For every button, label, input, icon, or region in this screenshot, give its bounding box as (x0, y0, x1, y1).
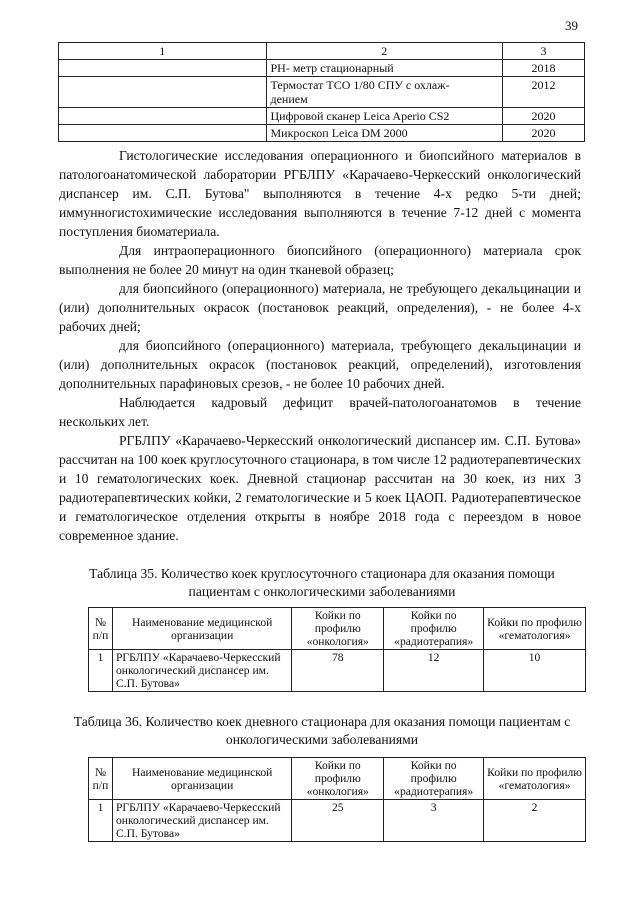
column-header: 1 (59, 43, 267, 60)
table-cell (59, 108, 267, 125)
table-cell (59, 60, 267, 77)
table-row (59, 125, 585, 142)
column-header: 2 (266, 43, 503, 60)
column-header: Койки по профилю «радиотерапия» (384, 758, 484, 800)
table-35-caption: Таблица 35. Количество коек круглосуточного стационара для оказания помощи пациентам с онкологическими заболеваниями (89, 566, 555, 599)
column-header: № п/п (89, 608, 113, 650)
paragraph: Для интраоперационного биопсийного (операционного) материала срок выполнения не более 20 минут на один тканевой образец; (59, 243, 581, 277)
page-number: 39 (565, 18, 578, 33)
table-row (59, 60, 585, 77)
table-35 (88, 607, 586, 692)
table-cell: Термостат ТСО 1/80 СПУ с охлаж- дением (266, 77, 503, 108)
paragraph: РГБЛПУ «Карачаево-Черкесский онкологический диспансер им. С.П. Бутова» рассчитан на 100 коек круглосуточного стационара, в том числе 12 радиотерапевтических и 10 гематологических коек. Дневной стационар рассчитан на 30 коек, из них 3 радиотерапевтических койки, 2 гематологические и 5 коек ЦАОП. Радиотерапевтическое и гематологическое отделения открыты в ноябре 2018 года с переездом в новое современное здание. (59, 433, 581, 543)
paragraph: для биопсийного (операционного) материала, не требующего декальцинации и (или) дополнительных окрасок (постановок реакций, определения), - не более 4-х рабочих дней; (59, 281, 581, 334)
column-header: Койки по профилю «гематология» (484, 608, 586, 650)
paragraph: Наблюдается кадровый дефицит врачей-патологоанатомов в течение нескольких лет. (59, 395, 581, 429)
table-cell (59, 125, 267, 142)
table-header-row (89, 758, 586, 800)
table-cell: 2012 (503, 77, 585, 108)
table-cell: 25 (292, 800, 384, 842)
table-cell: 3 (384, 800, 484, 842)
paragraph: для биопсийного (операционного) материала, требующего декальцинации и (или) дополнительных окрасок (постановок реакций, определений), изготовления дополнительных парафиновых срезов, - не более 10 рабочих дней. (59, 338, 581, 391)
equipment-table (58, 42, 585, 142)
paragraph: Гистологические исследования операционного и биопсийного материалов в патологоанатомической лаборатории РГБЛПУ «Карачаево-Черкесский онкологический диспансер им. С.П. Бутова" выполняются в течение 4-х редко 5-ти дней; иммунногистохимические исследования выполняются в течение 7-12 дней с момента поступления биоматериала. (59, 148, 581, 239)
table-cell: РГБЛПУ «Карачаево-Черкесский онкологический диспансер им. С.П. Бутова» (112, 650, 291, 692)
body-text (59, 146, 581, 545)
table-header-row (59, 43, 585, 60)
table-cell: 2020 (503, 108, 585, 125)
table-row (89, 800, 586, 842)
table-cell: 1 (89, 800, 113, 842)
table-cell: 1 (89, 650, 113, 692)
column-header: Наименование медицинской организации (112, 608, 291, 650)
column-header: Койки по профилю «гематология» (484, 758, 586, 800)
table-cell: 2 (484, 800, 586, 842)
table-cell: 10 (484, 650, 586, 692)
table-row (59, 108, 585, 125)
table-cell: РГБЛПУ «Карачаево-Черкесский онкологический диспансер им. С.П. Бутова» (112, 800, 291, 842)
column-header: № п/п (89, 758, 113, 800)
table-cell: 2020 (503, 125, 585, 142)
column-header: Наименование медицинской организации (112, 758, 291, 800)
table-cell (59, 77, 267, 108)
table-cell: 2018 (503, 60, 585, 77)
column-header: 3 (503, 43, 585, 60)
table-cell: 78 (292, 650, 384, 692)
table-row (89, 650, 586, 692)
table-36-caption: Таблица 36. Количество коек дневного стационара для оказания помощи пациентам с онкологическими заболеваниями (73, 714, 571, 747)
table-row (59, 77, 585, 108)
column-header: Койки по профилю «онкология» (292, 758, 384, 800)
column-header: Койки по профилю «онкология» (292, 608, 384, 650)
table-cell: Микроскоп Leica DM 2000 (266, 125, 503, 142)
table-cell: PH- метр стационарный (266, 60, 503, 77)
table-cell: 12 (384, 650, 484, 692)
table-cell: Цифровой сканер Leica Aperio CS2 (266, 108, 503, 125)
table-header-row (89, 608, 586, 650)
column-header: Койки по профилю «радиотерапия» (384, 608, 484, 650)
table-36 (88, 757, 586, 842)
